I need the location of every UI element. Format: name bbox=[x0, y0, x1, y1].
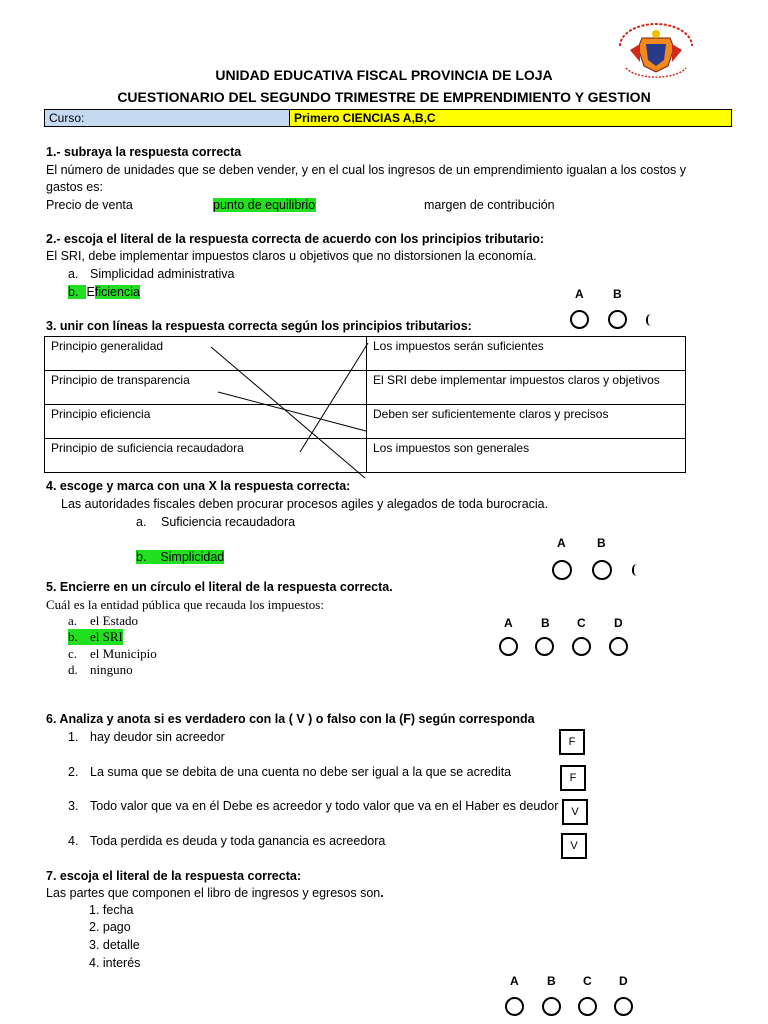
q2-col-b-label: B bbox=[613, 287, 622, 301]
q6-item-3-text: Todo valor que va en él Debe es acreedor y todo valor que va en el Haber es deudor bbox=[90, 799, 559, 813]
curso-label: Curso: bbox=[45, 110, 290, 126]
q5-option-b-text: el SRI bbox=[90, 629, 123, 644]
q5-col-b-label: B bbox=[541, 616, 550, 630]
q6-heading: 6. Analiza y anota si es verdadero con la ( V ) o falso con la (F) según corresponda bbox=[46, 712, 535, 726]
q5-option-d-marker: d. bbox=[68, 662, 78, 677]
q1-option-1[interactable]: Precio de venta bbox=[46, 198, 133, 212]
q3-left-1: Principio generalidad bbox=[45, 337, 367, 371]
q2-heading: 2.- escoja el literal de la respuesta correcta de acuerdo con los principios tributario: bbox=[46, 232, 545, 246]
curso-value: Primero CIENCIAS A,B,C bbox=[290, 110, 731, 126]
q4-option-b[interactable]: b. Simplicidad bbox=[136, 550, 225, 564]
q6-item-3 bbox=[68, 799, 558, 813]
q5-col-a-label: A bbox=[504, 616, 513, 630]
q7-circle-c[interactable] bbox=[578, 997, 597, 1016]
q3-left-2: Principio de transparencia bbox=[45, 371, 367, 405]
q5-option-a-marker: a. bbox=[68, 613, 78, 628]
page-title: CUESTIONARIO DEL SEGUNDO TRIMESTRE DE EMPRENDIMIENTO Y GESTION bbox=[117, 89, 651, 105]
q5-option-b[interactable] bbox=[68, 629, 123, 645]
q2-option-b-marker: b. bbox=[68, 285, 86, 299]
q6-item-3-number: 3. bbox=[68, 799, 79, 813]
q7-circle-b[interactable] bbox=[542, 997, 561, 1016]
q6-item-2-text: La suma que se debita de una cuenta no debe ser igual a la que se acredita bbox=[90, 765, 512, 779]
q6-item-1-text: hay deudor sin acreedor bbox=[90, 730, 225, 744]
q4-stem: Las autoridades fiscales deben procurar procesos agiles y alegados de toda burocracia. bbox=[61, 497, 549, 511]
q3-right-4: Los impuestos son generales bbox=[367, 439, 686, 473]
q3-line-2 bbox=[218, 392, 366, 431]
q5-col-c-label: C bbox=[577, 616, 586, 630]
q5-option-b-marker: b. bbox=[68, 629, 78, 644]
q6-item-4 bbox=[68, 834, 385, 848]
q3-right-2: El SRI debe implementar impuestos claros y objetivos bbox=[367, 371, 686, 405]
q4-option-a-marker: a. bbox=[136, 515, 147, 529]
q4-heading: 4. escoge y marca con una X la respuesta correcta: bbox=[46, 479, 351, 493]
q7-circle-a[interactable] bbox=[505, 997, 524, 1016]
q5-option-c[interactable] bbox=[68, 646, 157, 662]
school-name: UNIDAD EDUCATIVA FISCAL PROVINCIA DE LOJA bbox=[215, 67, 553, 83]
q5-circle-b[interactable] bbox=[535, 637, 554, 656]
q2-option-b-letter: E bbox=[86, 285, 95, 299]
q6-answer-box-3[interactable]: V bbox=[562, 799, 588, 825]
q4-option-a[interactable]: Suficiencia recaudadora bbox=[161, 515, 296, 529]
q5-option-a[interactable] bbox=[68, 613, 138, 629]
q5-option-d-text: ninguno bbox=[90, 662, 133, 677]
q5-heading: 5. Encierre en un círculo el literal de la respuesta correcta. bbox=[46, 580, 393, 594]
q6-item-4-text: Toda perdida es deuda y toda ganancia es acreedora bbox=[90, 834, 386, 848]
q3-right-1: Los impuestos serán suficientes bbox=[367, 337, 686, 371]
q5-option-c-marker: c. bbox=[68, 646, 78, 661]
q5-stem: Cuál es la entidad pública que recauda los impuestos: bbox=[46, 597, 324, 612]
q3-line-3 bbox=[300, 343, 368, 452]
q7-heading: 7. escoja el literal de la respuesta correcta: bbox=[46, 869, 301, 883]
q2-option-a-marker: a. bbox=[68, 267, 79, 281]
q2-option-b-text: ficiencia bbox=[94, 285, 140, 299]
q1-option-2[interactable]: punto de equilibrio bbox=[213, 198, 316, 212]
q4-circle-a[interactable] bbox=[552, 560, 572, 580]
q5-circle-d[interactable] bbox=[609, 637, 628, 656]
q6-item-1 bbox=[68, 730, 225, 744]
q5-option-c-text: el Municipio bbox=[90, 646, 157, 661]
q1-option-3[interactable]: margen de contribución bbox=[424, 198, 555, 212]
q7-stem-dot: . bbox=[380, 886, 384, 900]
q3-heading: 3. unir con líneas la respuesta correcta según los principios tributarios: bbox=[46, 319, 472, 333]
q4-col-b-label: B bbox=[597, 536, 606, 550]
q2-stem: El SRI, debe implementar impuestos claros u objetivos que no distorsionen la economía. bbox=[46, 249, 537, 263]
q3-left-4: Principio de suficiencia recaudadora bbox=[45, 439, 367, 473]
q1-stem-line1: El número de unidades que se deben vender, y en el cual los ingresos de un emprendimiento igualan a los costos y bbox=[46, 163, 686, 177]
q6-answer-box-2[interactable]: F bbox=[560, 765, 586, 791]
q7-stem bbox=[46, 886, 384, 900]
q5-option-a-text: el Estado bbox=[90, 613, 139, 628]
q5-circle-c[interactable] bbox=[572, 637, 591, 656]
q1-heading: 1.- subraya la respuesta correcta bbox=[46, 145, 242, 159]
q5-circle-a[interactable] bbox=[499, 637, 518, 656]
q7-col-c-label: C bbox=[583, 974, 592, 988]
q3-line-1 bbox=[211, 347, 365, 478]
q7-item-1: 1. fecha bbox=[89, 903, 134, 917]
q2-option-a[interactable]: Simplicidad administrativa bbox=[90, 267, 235, 281]
q3-left-3: Principio eficiencia bbox=[45, 405, 367, 439]
q7-col-a-label: A bbox=[510, 974, 519, 988]
q4-col-a-label: A bbox=[557, 536, 566, 550]
q6-answer-box-1[interactable]: F bbox=[559, 729, 585, 755]
q1-stem-line2: gastos es: bbox=[46, 180, 103, 194]
q2-col-a-label: A bbox=[575, 287, 584, 301]
q7-stem-text: Las partes que componen el libro de ingresos y egresos son bbox=[46, 886, 381, 900]
q7-col-d-label: D bbox=[619, 974, 628, 988]
q5-option-d[interactable] bbox=[68, 662, 133, 678]
q6-item-2-number: 2. bbox=[68, 765, 79, 779]
q4-circle-c-partial bbox=[632, 564, 637, 576]
q7-item-2: 2. pago bbox=[89, 920, 131, 934]
q6-item-1-number: 1. bbox=[68, 730, 79, 744]
q3-right-3: Deben ser suficientemente claros y precisos bbox=[367, 405, 686, 439]
q5-col-d-label: D bbox=[614, 616, 623, 630]
q7-col-b-label: B bbox=[547, 974, 556, 988]
q7-item-4: 4. interés bbox=[89, 956, 141, 970]
q7-circle-d[interactable] bbox=[614, 997, 633, 1016]
q6-item-2 bbox=[68, 765, 511, 779]
q6-answer-box-4[interactable]: V bbox=[561, 833, 587, 859]
q4-circle-b[interactable] bbox=[592, 560, 612, 580]
q6-item-4-number: 4. bbox=[68, 834, 79, 848]
q7-item-3: 3. detalle bbox=[89, 938, 140, 952]
